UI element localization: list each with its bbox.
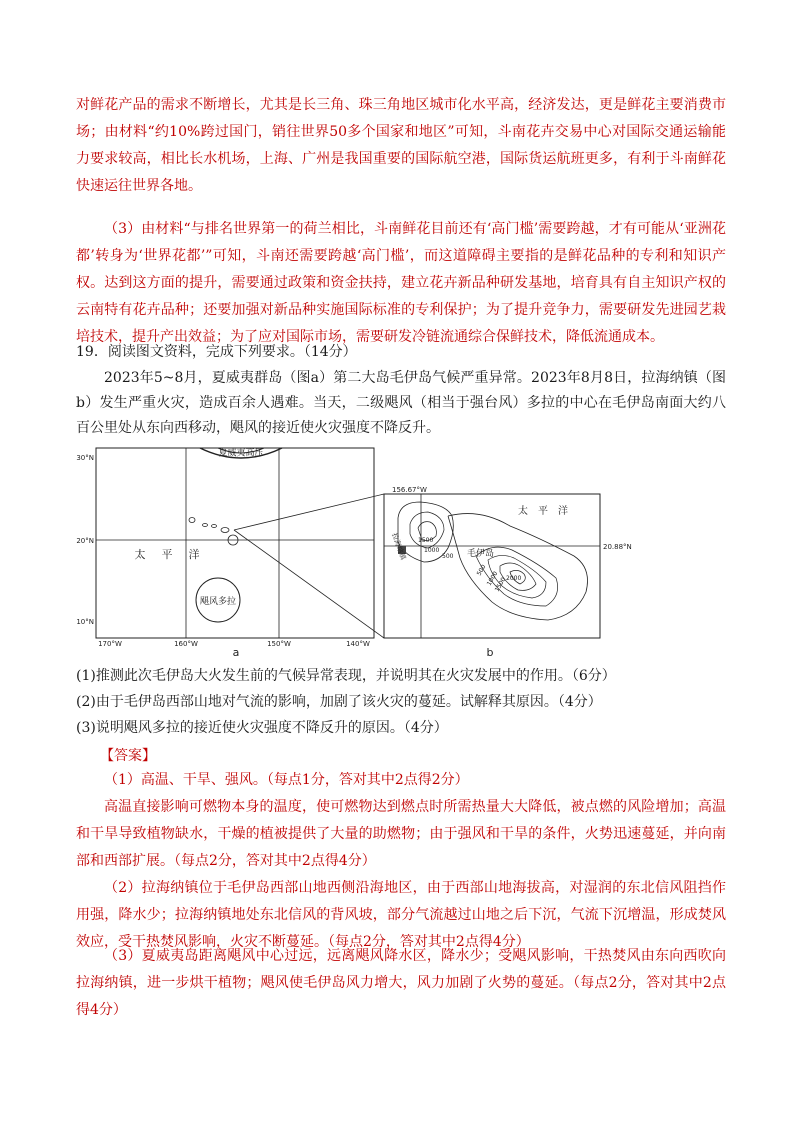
high-pressure-label: 夏威夷高压 (218, 448, 264, 459)
sub-question-1: (1)推测此次毛伊岛大火发生前的气候异常表现，并说明其在火灾发展中的作用。（6分） (76, 668, 616, 684)
island-label: 毛伊岛 (467, 549, 495, 559)
hurricane-label: 飓风多拉 (199, 597, 237, 607)
contour-label-1500w: 1500 (418, 537, 434, 544)
sub-question-2: (2)由于毛伊岛西部山地对气流的影响，加剧了该火灾的蔓延。试解释其原因。（4分） (76, 694, 602, 710)
caption-b: b (486, 646, 494, 656)
ocean-label-b: 太平洋 (518, 506, 578, 517)
caption-a: a (232, 646, 240, 656)
lon-label-150w: 150°W (267, 640, 291, 648)
prev-answer-part3: （3）由材料“与排名世界第一的荷兰相比，斗南鲜花目前还有‘高门槛’需要跨越，才有可能从‘亚洲花都’转身为‘世界花都’”可知，斗南还需要跨越‘高门槛’，而这道障碍主要指的是鲜花品种的专利和知识产权。达到这方面的提升，需要通过政策和资金扶持，建立花卉新品种研发基地，培育具有自主知识产权的云南特有花卉品种；还要加强对新品种实施国际标准的专利保护；为了提升竞争力，需要研发先进园艺栽培技术，提升产出效益；为了应对国际市场，需要研发冷链流通综合保鲜技术，降低流通成本。 (76, 221, 726, 345)
sub-question-3: (3)说明飓风多拉的接近使火灾强度不降反升的原因。（4分） (76, 720, 448, 736)
lahaina-label: 拉海纳镇 (390, 531, 408, 561)
answer-tag: 【答案】 (100, 748, 156, 764)
answer-1-head: （1）高温、干旱、强风。（每点1分，答对其中2点得2分） (104, 772, 469, 788)
lon-label-160w: 160°W (174, 640, 198, 648)
lon-label-b: 156.67°W (392, 486, 427, 494)
lon-label-170w: 170°W (98, 640, 122, 648)
prev-answer-paragraph: 对鲜花产品的需求不断增长，尤其是长三角、珠三角地区城市化水平高，经济发达，更是鲜花主要消费市场；由材料“约10%跨过国门，销往世界50多个国家和地区”可知，斗南花卉交易中心对国际交通运输能力要求较高，相比长水机场，上海、广州是我国重要的国际航空港，国际货运航班更多，有利于斗南鲜花快速运往世界各地。 (76, 97, 726, 194)
question-title: 19．阅读图文资料，完成下列要求。（14分） (76, 344, 357, 360)
answer-2: （2）拉海纳镇位于毛伊岛西部山地西侧沿海地区，由于西部山地海拔高，对湿润的东北信风阻挡作用强，降水少；拉海纳镇地处东北信风的背风坡，部分气流越过山地之后下沉，气流下沉增温，形成焚风效应，受干热焚风影响，火灾不断蔓延。（每点2分，答对其中2点得4分） (76, 880, 726, 950)
answer-3: （3）夏威夷岛距离飓风中心过远，远离飓风降水区，降水少；受飓风影响，干热焚风由东向西吹向拉海纳镇，进一步烘干植物；飓风使毛伊岛风力增大，风力加剧了火势的蔓延。（每点2分，答对其中2点得4分） (76, 948, 726, 1018)
question-material: 2023年5~8月，夏威夷群岛（图a）第二大岛毛伊岛气候严重异常。2023年8月8日，拉海纳镇（图b）发生严重火灾，造成百余人遇难。当天，二级飓风（相当于强台风）多拉的中心在毛伊岛南面大约八百公里处从东向西移动，飓风的接近使火灾强度不降反升。 (76, 370, 726, 436)
lat-label-30n: 30°N (76, 454, 94, 462)
lon-label-140w: 140°W (346, 640, 370, 648)
contour-label-500e: 500 (475, 563, 488, 577)
contour-label-1000e: 1000 (485, 570, 500, 587)
figure-maps (0, 446, 800, 656)
contour-label-1000w: 1000 (424, 547, 440, 554)
answer-1-body: 高温直接影响可燃物本身的温度，使可燃物达到燃点时所需热量大大降低，被点燃的风险增加；高温和干旱导致植物缺水，干燥的植被提供了大量的助燃物；由于强风和干旱的条件，火势迅速蔓延，并向南部和西部扩展。（每点2分，答对其中2点得4分） (76, 799, 726, 869)
contour-label-1500e: 1500 (493, 576, 508, 593)
lat-label-b: 20.88°N (603, 543, 632, 551)
lat-label-20n: 20°N (76, 537, 94, 545)
contour-label-2000e: 2000 (506, 575, 522, 582)
map-b (384, 486, 632, 656)
ocean-label-a: 太平洋 (134, 548, 216, 561)
map-a (76, 447, 374, 656)
contour-label-500w: 500 (442, 553, 454, 560)
lat-label-10n: 10°N (76, 618, 94, 626)
